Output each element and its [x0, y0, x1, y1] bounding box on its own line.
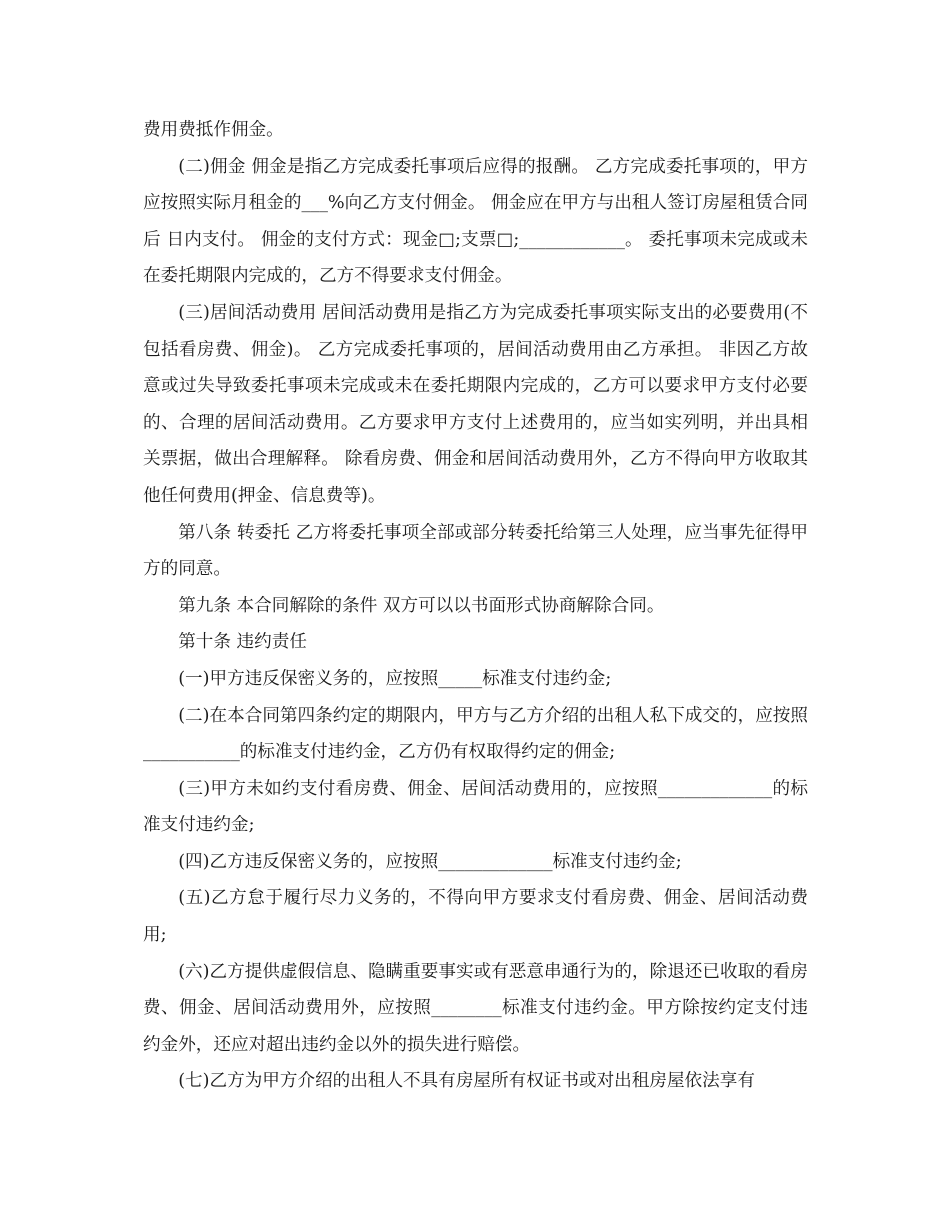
- paragraph-liability-3: (三)甲方未如约支付看房费、佣金、居间活动费用的，应按照_____________的标准支付违约金;: [143, 778, 808, 836]
- paragraph-liability-1: (一)甲方违反保密义务的，应按照_____标准支付违约金;: [178, 668, 612, 689]
- paragraph-liability-7: (七)乙方为甲方介绍的出租人不具有房屋所有权证书或对出租房屋依法享有: [178, 1071, 755, 1092]
- paragraph-commission-offset: 费用费抵作佣金。: [143, 120, 284, 140]
- document-body: [143, 112, 808, 1100]
- paragraph-brokerage-expenses: (三)居间活动费用 居间活动费用是指乙方为完成委托事项实际支出的必要费用(不包括看房费、佣金)。 乙方完成委托事项的，居间活动费用由乙方承担。 非因乙方故意或过失导致委托事项未完成或未在委托期限内完成的，乙方可以要求甲方支付必要的、合理的居间活动费用。乙方要求甲方支付上述费用的，应当如实列明，并出具相关票据，做出合理解释。 除看房费、佣金和居间活动费用外，乙方不得向甲方收取其他任何费用(押金、信息费等)。: [143, 302, 808, 506]
- paragraph-liability-2: (二)在本合同第四条约定的期限内，甲方与乙方介绍的出租人私下成交的，应按照___________的标准支付违约金，乙方仍有权取得约定的佣金;: [143, 705, 808, 763]
- paragraph-liability-5: (五)乙方怠于履行尽力义务的，不得向甲方要求支付看房费、佣金、居间活动费用;: [143, 888, 808, 946]
- paragraph-article-8-subdelegation: 第八条 转委托 乙方将委托事项全部或部分转委托给第三人处理，应当事先征得甲方的同意。: [143, 522, 808, 580]
- paragraph-commission: (二)佣金 佣金是指乙方完成委托事项后应得的报酬。 乙方完成委托事项的，甲方应按照实际月租金的___%向乙方支付佣金。 佣金应在甲方与出租人签订房屋租赁合同后 日内支付。 佣金的支付方式：现金□;支票□;____________。 委托事项未完成或未在委托期限内完成的，乙方不得要求支付佣金。: [143, 156, 808, 287]
- paragraph-article-10-heading: 第十条 违约责任: [178, 632, 307, 653]
- paragraph-article-9-termination: 第九条 本合同解除的条件 双方可以以书面形式协商解除合同。: [178, 595, 665, 616]
- paragraph-liability-6: (六)乙方提供虚假信息、隐瞒重要事实或有恶意串通行为的，除退还已收取的看房费、佣金、居间活动费用外，应按照________标准支付违约金。甲方除按约定支付违约金外，还应对超出违约金以外的损失进行赔偿。: [143, 961, 808, 1055]
- paragraph-liability-4: (四)乙方违反保密义务的，应按照_____________标准支付违约金;: [178, 851, 682, 872]
